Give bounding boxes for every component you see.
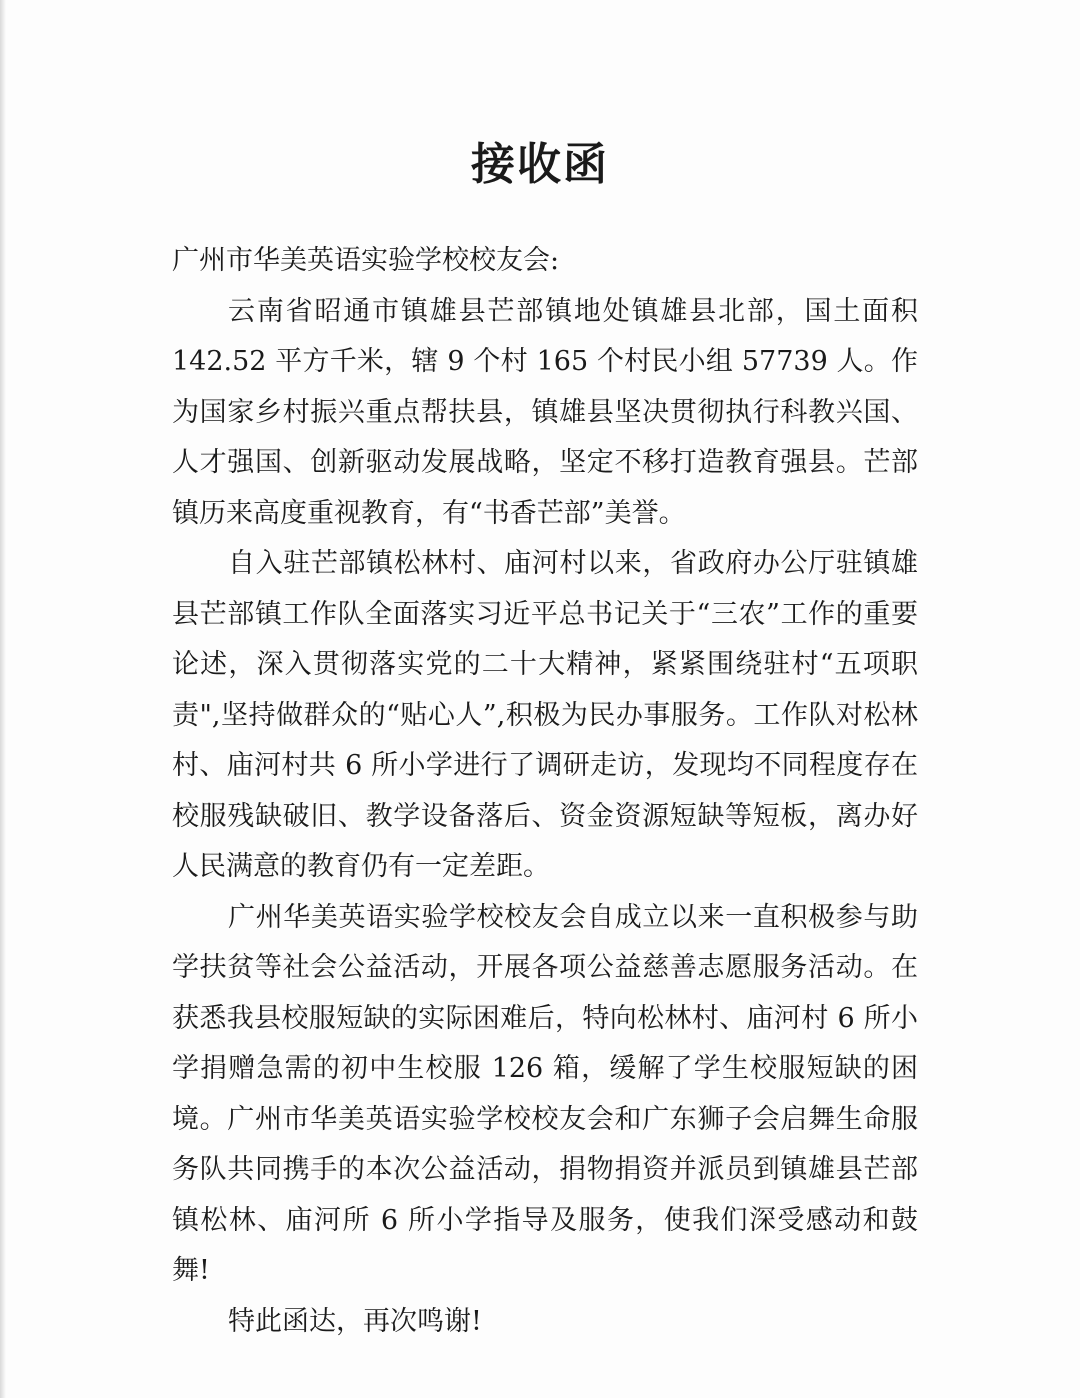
letter-body xyxy=(172,236,918,1347)
paragraph-work-team: 自入驻芒部镇松林村、庙河村以来，省政府办公厅驻镇雄县芒部镇工作队全面落实习近平总书记关于“三农”工作的重要论述，深入贯彻落实党的二十大精神，紧紧围绕驻村“五项职责",坚持做群众的“贴心人”,积极为民办事服务。工作队对松林村、庙河村共 6 所小学进行了调研走访，发现均不同程度存在校服残缺破旧、教学设备落后、资金资源短缺等短板，离办好人民满意的教育仍有一定差距。 xyxy=(172,548,918,882)
scan-edge-shadow xyxy=(0,0,6,1398)
paragraph-donation: 广州华美英语实验学校校友会自成立以来一直积极参与助学扶贫等社会公益活动，开展各项公益慈善志愿服务活动。在获悉我县校服短缺的实际困难后，特向松林村、庙河村 6 所小学捐赠急需的初中生校服 126 箱，缓解了学生校服短缺的困境。广州市华美英语实验学校校友会和广东狮子会启舞生命服务队共同携手的本次公益活动，捐物捐资并派员到镇雄县芒部镇松林、庙河所 6 所小学指导及服务，使我们深受感动和鼓舞! xyxy=(172,901,918,1286)
closing-line: 特此函达，再次鸣谢! xyxy=(228,1305,482,1337)
letter-title: 接收函 xyxy=(471,139,609,190)
paragraph-intro: 云南省昭通市镇雄县芒部镇地处镇雄县北部，国土面积 142.52 平方千米，辖 9 个村 165 个村民小组 57739 人。作为国家乡村振兴重点帮扶县，镇雄县坚决贯彻执行科教兴国、人才强国、创新驱动发展战略，坚定不移打造教育强县。芒部镇历来高度重视教育，有“书香芒部”美誉。 xyxy=(172,295,918,529)
salutation: 广州市华美英语实验学校校友会: xyxy=(172,245,560,276)
